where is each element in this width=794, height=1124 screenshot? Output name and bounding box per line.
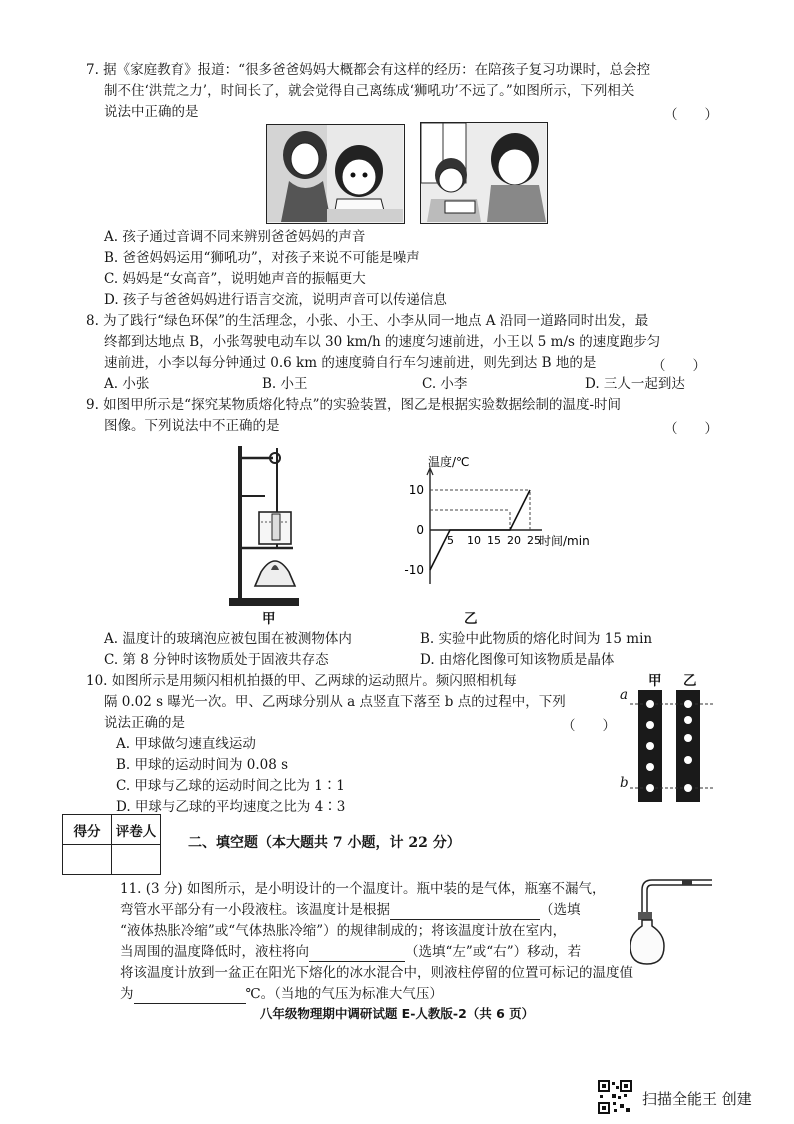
q9-answer-paren: （ ） xyxy=(664,421,718,437)
chart-x-tick-10: 10 xyxy=(467,534,481,547)
q10-label-yi: 乙 xyxy=(683,673,697,689)
q10-line-3: 说法正确的是 xyxy=(104,715,185,731)
liquid-column xyxy=(682,880,692,885)
score-header: 得分 xyxy=(63,815,112,845)
q9-option-b: B. 实验中此物质的熔化时间为 15 min xyxy=(420,631,653,647)
q11-line-2-text: 弯管水平部分有一小段液柱。该温度计是根据 xyxy=(120,902,390,918)
q11-line-4 xyxy=(120,943,581,962)
q11-line-2 xyxy=(120,901,581,920)
page-footer: 八年级物理期中调研试题 E-人教版-2（共 6 页） xyxy=(259,1006,535,1021)
q10-option-b: B. 甲球的运动时间为 0.08 s xyxy=(116,757,289,773)
q11-line-5: 将该温度计放到一盆正在阳光下熔化的冰水混合中，则液柱停留的位置可标记的温度值 xyxy=(120,965,633,981)
q10-strobe-photo xyxy=(630,690,714,802)
q11-blank-1[interactable] xyxy=(390,901,540,920)
chart-x-axis-label: 时间/min xyxy=(539,534,590,548)
brand-watermark: 扫描全能王 创建 xyxy=(642,1090,752,1108)
q9-figure-label-jia: 甲 xyxy=(262,611,276,627)
q11-line-6-text: 为 xyxy=(120,986,134,1002)
q8-option-c: C. 小李 xyxy=(422,376,468,392)
q11-line-4b-text: （选填“左”或“右”）移动，若 xyxy=(405,944,582,960)
ball-jia-5 xyxy=(646,784,654,792)
ball-jia-1 xyxy=(646,700,654,708)
q7-line-3: 说法中正确的是 xyxy=(104,104,199,120)
chart-y-tick--10: -10 xyxy=(404,563,424,577)
chart-x-tick-25: 25 xyxy=(527,534,541,547)
q9-option-d: D. 由熔化图像可知该物质是晶体 xyxy=(420,652,615,668)
q8-option-a: A. 小张 xyxy=(104,376,150,392)
q11-line-4-text: 当周围的温度降低时，液柱将向 xyxy=(120,944,309,960)
ball-jia-2 xyxy=(646,721,654,729)
q10-point-a-label: a xyxy=(620,687,629,703)
ball-yi-5 xyxy=(684,784,692,792)
score-table xyxy=(62,814,161,875)
q11-line-6 xyxy=(120,985,443,1004)
q9-option-c: C. 第 8 分钟时该物质处于固液共存态 xyxy=(104,652,329,668)
q8-line-1: 8. 为了践行“绿色环保”的生活理念，小张、小王、小李从同一地点 A 沿同一道路同时出发，最 xyxy=(86,313,649,329)
q10-line-1: 10. 如图所示是用频闪相机拍摄的甲、乙两球的运动照片。频闪照相机每 xyxy=(86,673,517,689)
q7-option-d: D. 孩子与爸爸妈妈进行语言交流，说明声音可以传递信息 xyxy=(104,292,447,308)
q9-option-a: A. 温度计的玻璃泡应被包围在被测物体内 xyxy=(104,631,352,647)
score-cell[interactable] xyxy=(63,845,112,875)
q7-option-a: A. 孩子通过音调不同来辨别爸爸妈妈的声音 xyxy=(104,229,366,245)
q10-label-jia: 甲 xyxy=(648,673,662,689)
q9-figure-label-yi: 乙 xyxy=(464,611,478,627)
q7-answer-paren: （ ） xyxy=(664,107,718,123)
q8-option-d: D. 三人一起到达 xyxy=(585,376,685,392)
q8-option-b: B. 小王 xyxy=(262,376,308,392)
ball-yi-4 xyxy=(684,756,692,764)
q10-option-a: A. 甲球做匀速直线运动 xyxy=(116,736,256,752)
q7-line-1: 7. 据《家庭教育》报道：“很多爸爸妈妈大概都会有这样的经历：在陪孩子复习功课时，总会控 xyxy=(86,62,651,78)
qr-code-icon xyxy=(598,1080,632,1114)
q11-line-3: “液体热胀冷缩”或“气体热胀冷缩”）的规律制成的；将该温度计放在室内， xyxy=(120,923,567,939)
ball-yi-3 xyxy=(684,734,692,742)
q9-temperature-time-chart xyxy=(396,444,620,590)
ball-yi-1 xyxy=(684,700,692,708)
q7-mother-child-illustration xyxy=(266,124,405,224)
chart-x-tick-15: 15 xyxy=(487,534,501,547)
q10-option-c: C. 甲球与乙球的运动时间之比为 1∶1 xyxy=(116,778,345,794)
q11-blank-3[interactable] xyxy=(134,985,246,1004)
q11-line-6b-text: ℃。（当地的气压为标准大气压） xyxy=(245,986,443,1002)
q10-line-2: 隔 0.02 s 曝光一次。甲、乙两球分别从 a 点竖直下落至 b 点的过程中，下列 xyxy=(104,694,566,710)
q11-line-2b-text: （选填 xyxy=(540,902,581,918)
q10-answer-paren: （ ） xyxy=(562,718,616,734)
q10-point-b-label: b xyxy=(620,775,629,791)
reviewer-cell[interactable] xyxy=(112,845,161,875)
q7-father-child-illustration xyxy=(420,122,548,224)
chart-y-tick-0: 0 xyxy=(416,523,424,537)
q11-blank-2[interactable] xyxy=(309,943,405,962)
section-2-title: 二、填空题（本大题共 7 小题，计 22 分） xyxy=(188,835,461,851)
q10-option-d: D. 甲球与乙球的平均速度之比为 4∶3 xyxy=(116,799,346,815)
ball-yi-2 xyxy=(684,716,692,724)
q8-line-2: 终都到达地点 B，小张驾驶电动车以 30 km/h 的速度匀速前进，小王以 5 m/s 的速度跑步匀 xyxy=(104,334,661,350)
reviewer-header: 评卷人 xyxy=(112,815,161,845)
chart-y-axis-label: 温度/℃ xyxy=(428,455,470,469)
q7-option-c: C. 妈妈是“女高音”，说明她声音的振幅更大 xyxy=(104,271,366,287)
q7-option-b: B. 爸爸妈妈运用“狮吼功”，对孩子来说不可能是噪声 xyxy=(104,250,420,266)
chart-x-tick-20: 20 xyxy=(507,534,521,547)
q9-line-2: 图像。下列说法中不正确的是 xyxy=(104,418,280,434)
q8-line-3: 速前进，小李以每分钟通过 0.6 km 的速度骑自行车匀速前进，则先到达 B 地的是 xyxy=(104,355,597,371)
q7-line-2: 制不住‘洪荒之力’，时间长了，就会觉得自己离练成‘狮吼功’不远了。”如图所示，下列相关 xyxy=(104,83,635,99)
chart-x-tick-5: 5 xyxy=(447,534,454,547)
ball-jia-4 xyxy=(646,763,654,771)
ball-jia-3 xyxy=(646,742,654,750)
q11-gas-thermometer-figure xyxy=(630,874,716,966)
q9-apparatus-figure xyxy=(225,438,310,610)
chart-y-tick-10: 10 xyxy=(408,483,424,497)
q8-answer-paren: （ ） xyxy=(652,358,706,374)
q11-line-1: 11. (3 分) 如图所示，是小明设计的一个温度计。瓶中装的是气体，瓶塞不漏气， xyxy=(120,881,606,897)
q9-line-1: 9. 如图甲所示是“探究某物质熔化特点”的实验装置，图乙是根据实验数据绘制的温度-时间 xyxy=(86,397,622,413)
